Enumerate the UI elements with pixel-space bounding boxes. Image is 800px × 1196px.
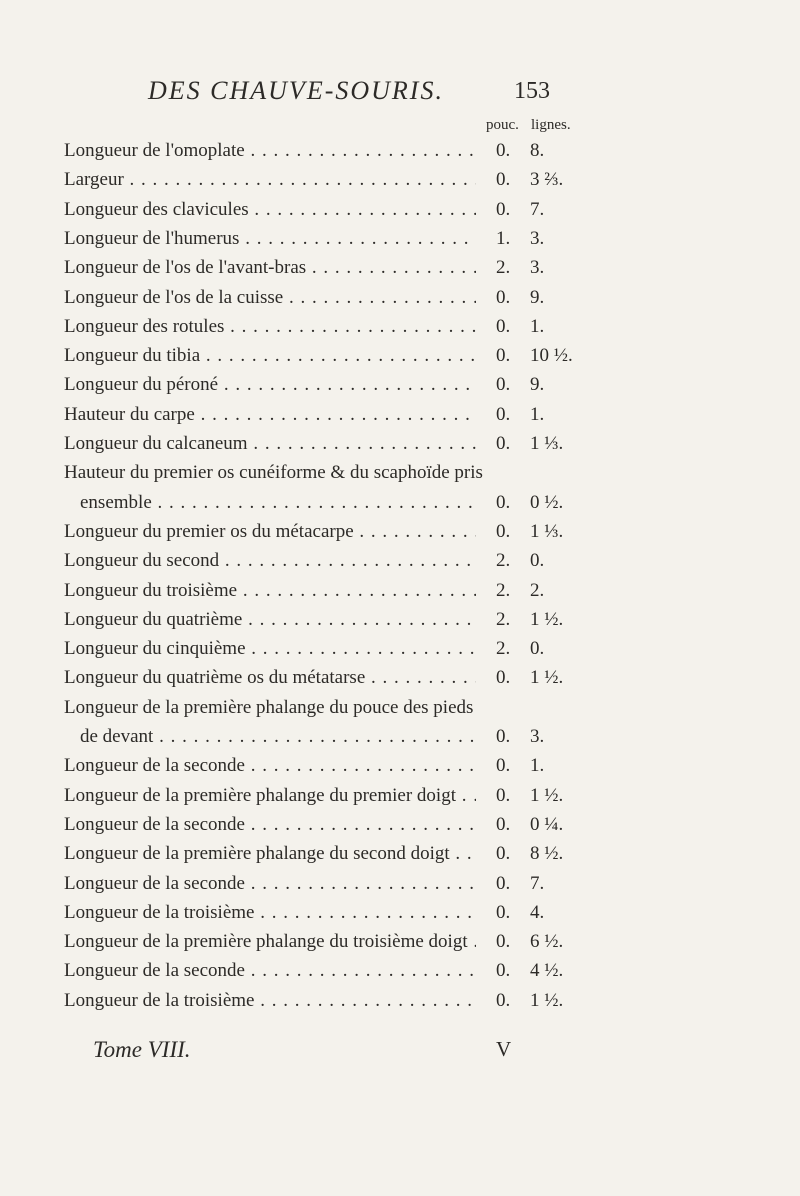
row-label: Largeur . . .: [64, 167, 476, 193]
page-number: 153: [514, 78, 550, 104]
row-pouces-value: 0.: [496, 520, 511, 542]
row-label: Longueur du second . . .: [64, 548, 476, 574]
row-lignes-value: 7.: [530, 198, 545, 220]
row-lignes-value: 1 ½.: [530, 784, 564, 806]
table-row: [0, 255, 800, 281]
row-pouces-value: 0.: [496, 813, 511, 835]
table-row: [0, 724, 800, 750]
row-label: Longueur du quatrième . . .: [64, 607, 476, 633]
row-label: Longueur de l'os de la cuisse . . .: [64, 285, 476, 311]
row-label: Longueur de la première phalange du second doigt . . .: [64, 841, 476, 867]
row-label: Longueur du quatrième os du métatarse . . .: [64, 665, 476, 691]
volume-label: Tome VIII.: [93, 1037, 191, 1062]
row-pouces-value: 0.: [496, 960, 511, 982]
table-row: [0, 548, 800, 574]
row-label: Longueur de la seconde . . .: [64, 958, 476, 984]
row-pouces-value: 2.: [496, 608, 511, 630]
table-row: [0, 372, 800, 398]
row-lignes-value: 3 ⅔.: [530, 169, 564, 191]
table-row: [0, 929, 800, 955]
table-row: [0, 900, 800, 926]
row-pouces-value: 1.: [496, 227, 511, 249]
table-row: [0, 812, 800, 838]
row-lignes-value: 0 ½.: [530, 491, 564, 513]
row-pouces-value: 0.: [496, 403, 511, 425]
table-row: [0, 460, 800, 486]
row-lignes-value: 7.: [530, 872, 545, 894]
row-label: Longueur de la première phalange du pouce des pieds: [64, 696, 474, 718]
row-pouces-value: 0.: [496, 755, 511, 777]
row-label: Longueur des clavicules . . .: [64, 197, 476, 223]
row-lignes-value: 2.: [530, 579, 545, 601]
table-row: [0, 167, 800, 193]
row-lignes-value: 4.: [530, 901, 545, 923]
column-header-lignes: lignes.: [531, 117, 571, 133]
row-lignes-value: 1.: [530, 315, 545, 337]
row-lignes-value: 1.: [530, 755, 545, 777]
row-pouces-value: 0.: [496, 901, 511, 923]
row-pouces-value: 0.: [496, 491, 511, 513]
table-row: [0, 490, 800, 516]
table-row: [0, 314, 800, 340]
table-row: [0, 958, 800, 984]
row-lignes-value: 6 ½.: [530, 931, 564, 953]
row-pouces-value: 2.: [496, 638, 511, 660]
row-lignes-value: 8 ½.: [530, 843, 564, 865]
row-pouces-value: 0.: [496, 140, 511, 161]
row-label: Longueur du péroné . . .: [64, 372, 476, 398]
row-pouces-value: 0.: [496, 315, 511, 337]
table-row: [0, 783, 800, 809]
row-label: Longueur de la première phalange du troisième doigt . . .: [64, 929, 476, 955]
row-pouces-value: 2.: [496, 579, 511, 601]
row-lignes-value: 9.: [530, 286, 545, 308]
row-lignes-value: 1 ½.: [530, 667, 564, 689]
page-footer: [0, 1037, 800, 1067]
row-lignes-value: 1 ½.: [530, 989, 564, 1011]
row-label: Longueur du tibia . . .: [64, 343, 476, 369]
row-label: Longueur du premier os du métacarpe . . .: [64, 519, 476, 545]
row-label: Longueur de la première phalange du premier doigt . . .: [64, 783, 476, 809]
row-label: Longueur de la troisième . . .: [64, 988, 476, 1014]
table-row: [0, 226, 800, 252]
row-pouces-value: 0.: [496, 726, 511, 747]
table-row: [0, 695, 800, 721]
row-pouces-value: 0.: [496, 169, 511, 191]
row-lignes-value: 3.: [530, 257, 545, 279]
row-label: Longueur de l'humerus . . .: [64, 226, 476, 252]
row-label: Longueur de l'omoplate . . .: [64, 138, 476, 164]
table-row: [0, 402, 800, 428]
row-pouces-value: 0.: [496, 286, 511, 308]
row-label: Longueur de la seconde . . .: [64, 812, 476, 838]
row-label: Hauteur du premier os cunéiforme & du scaphoïde pris: [64, 462, 483, 484]
row-pouces-value: 0.: [496, 667, 511, 689]
row-lignes-value: 1 ⅓.: [530, 433, 564, 454]
row-lignes-value: 4 ½.: [530, 960, 564, 982]
running-title: DES CHAUVE-SOURIS.: [148, 76, 444, 105]
table-row: [0, 607, 800, 633]
row-label: ensemble . . .: [80, 490, 476, 516]
column-headers: [0, 117, 800, 137]
row-lignes-value: 9.: [530, 374, 545, 396]
row-lignes-value: 3.: [530, 227, 545, 249]
row-lignes-value: 8.: [530, 140, 545, 161]
row-label: Longueur de la seconde . . .: [64, 753, 476, 779]
row-lignes-value: 0.: [530, 550, 545, 572]
row-pouces-value: 0.: [496, 433, 511, 454]
table-row: [0, 871, 800, 897]
table-row: [0, 197, 800, 223]
row-lignes-value: 0.: [530, 638, 545, 660]
row-pouces-value: 0.: [496, 374, 511, 396]
row-label: Longueur de la troisième . . .: [64, 900, 476, 926]
row-pouces-value: 0.: [496, 198, 511, 220]
table-row: [0, 285, 800, 311]
signature-mark: V: [496, 1037, 512, 1061]
row-label: Longueur du calcaneum . . .: [64, 431, 476, 457]
row-pouces-value: 0.: [496, 931, 511, 953]
table-row: [0, 343, 800, 369]
row-lignes-value: 1 ½.: [530, 608, 564, 630]
table-row: [0, 841, 800, 867]
table-row: [0, 753, 800, 779]
row-label: Hauteur du carpe . . .: [64, 402, 476, 428]
row-lignes-value: 10 ½.: [530, 345, 573, 367]
row-lignes-value: 1 ⅓.: [530, 520, 564, 542]
row-label: Longueur de la seconde . . .: [64, 871, 476, 897]
row-pouces-value: 0.: [496, 872, 511, 894]
row-pouces-value: 0.: [496, 345, 511, 367]
page-header: [0, 76, 800, 116]
row-label: Longueur des rotules . . .: [64, 314, 476, 340]
table-row: [0, 578, 800, 604]
row-label: Longueur de l'os de l'avant-bras . . .: [64, 255, 476, 281]
table-row: [0, 138, 800, 164]
row-pouces-value: 2.: [496, 550, 511, 572]
row-pouces-value: 2.: [496, 257, 511, 279]
table-row: [0, 988, 800, 1014]
row-lignes-value: 0 ¼.: [530, 813, 564, 835]
row-label: Longueur du troisième . . .: [64, 578, 476, 604]
row-pouces-value: 0.: [496, 784, 511, 806]
row-lignes-value: 1.: [530, 403, 545, 425]
table-row: [0, 665, 800, 691]
row-label: de devant . . .: [80, 724, 476, 750]
row-label: Longueur du cinquième . . .: [64, 636, 476, 662]
row-lignes-value: 3.: [530, 726, 545, 747]
column-header-pouces: pouc.: [486, 117, 519, 133]
table-row: [0, 431, 800, 457]
table-row: [0, 519, 800, 545]
row-pouces-value: 0.: [496, 843, 511, 865]
table-row: [0, 636, 800, 662]
row-pouces-value: 0.: [496, 989, 511, 1011]
